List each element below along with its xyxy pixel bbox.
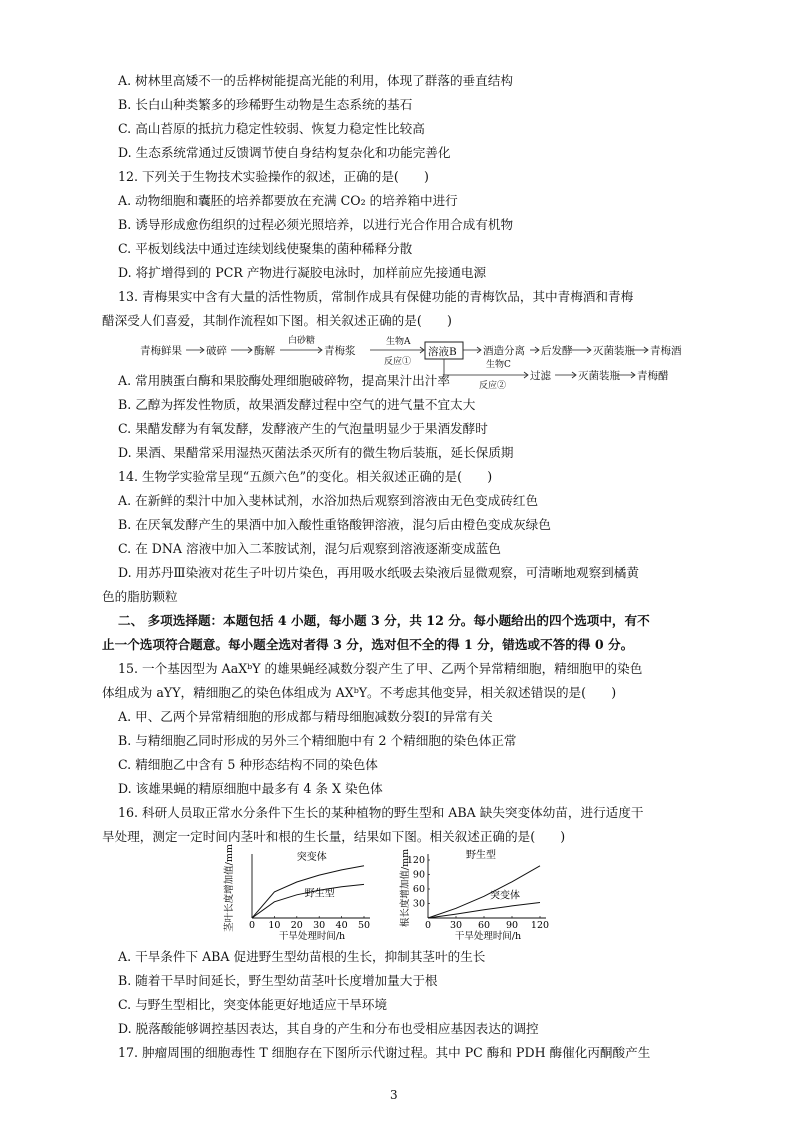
q13-option-b: B. 乙醇为挥发性物质，故果酒发酵过程中空气的进气量不宜太大 xyxy=(118,397,476,412)
chart1-x-tick-label: 40 xyxy=(335,920,348,931)
chart2-y-tick-label: 60 xyxy=(412,884,425,895)
chart1-x-tick-label: 50 xyxy=(357,920,371,931)
q11-option-b: B. 长白山种类繁多的珍稀野生动物是生态系统的基石 xyxy=(118,97,413,112)
section2-heading: 二、 多项选择题：本题包括 4 小题，每小题 3 分，共 12 分。每小题给出的四个选项中，有不 xyxy=(118,613,650,628)
chart1-x-tick-label: 30 xyxy=(313,920,326,931)
chart2-xlabel: 干旱处理时间/h xyxy=(454,931,522,942)
chart1-series-label-0: 突变体 xyxy=(296,851,327,863)
q11-option-d: D. 生态系统常通过反馈调节使自身结构复杂化和功能完善化 xyxy=(118,145,451,160)
flow-label-reaction2: 反应② xyxy=(479,381,507,391)
flow-node-post-ferment: 后发酵 xyxy=(541,345,573,357)
q13-stem-line1: 13. 青梅果实中含有大量的活性物质，常制作成具有保健功能的青梅饮品，其中青梅酒和青梅 xyxy=(118,289,634,304)
chart2-y-tick-label: 30 xyxy=(412,898,425,910)
flow-label-reaction1: 反应① xyxy=(384,357,412,367)
chart1-x-tick-label: 10 xyxy=(268,920,281,931)
q12-option-a: A. 动物细胞和囊胚的培养都要放在充满 CO₂ 的培养箱中进行 xyxy=(118,193,458,208)
q16-option-b: B. 随着干旱时间延长，野生型幼苗茎叶长度增加量大于根 xyxy=(118,973,438,988)
q14-option-d-cont: 色的脂肪颗粒 xyxy=(102,589,178,604)
q15-option-a: A. 甲、乙两个异常精细胞的形成都与精母细胞减数分裂Ⅰ的异常有关 xyxy=(118,709,493,724)
q16-option-a: A. 干旱条件下 ABA 促进野生型幼苗根的生长，抑制其茎叶的生长 xyxy=(118,949,486,964)
flow-label-organism-c: 生物C xyxy=(486,360,511,370)
q12-stem: 12. 下列关于生物技术实验操作的叙述，正确的是( ) xyxy=(118,169,429,184)
chart2-ylabel: 根长度增加值/mm xyxy=(400,848,411,928)
flow-node-vinegar: 青梅醋 xyxy=(637,370,669,382)
q15-option-d: D. 该雄果蝇的精原细胞中最多有 4 条 X 染色体 xyxy=(118,781,383,796)
q15-stem-cont: 体组成为 aYY，精细胞乙的染色体组成为 AXᵇY。不考虑其他变异，相关叙述错误的是( ) xyxy=(102,685,617,700)
flow-label-sugar: 白砂糖 xyxy=(288,336,316,346)
chart2-x-tick-label: 120 xyxy=(530,920,550,931)
chart1-ylabel: 茎叶长度增加值/mm xyxy=(224,844,235,932)
q13-stem-line2: 醋深受人们喜爱，其制作流程如下图。相关叙述正确的是( ) xyxy=(102,313,452,328)
flow-label-organism-a: 生物A xyxy=(386,337,411,347)
chart-root xyxy=(398,850,563,945)
flow-node-enzyme: 酶解 xyxy=(254,345,275,357)
chart2-y-tick-label: 90 xyxy=(412,869,425,881)
chart2-series-line-1 xyxy=(428,903,540,919)
q14-option-a: A. 在新鲜的梨汁中加入斐林试剂，水浴加热后观察到溶液由无色变成砖红色 xyxy=(118,493,539,508)
chart1-series-label-1: 野生型 xyxy=(304,888,335,900)
q16-option-d: D. 脱落酸能够调控基因表达，其自身的产生和分布也受相应基因表达的调控 xyxy=(118,1021,539,1036)
chart2-y-tick-label: 120 xyxy=(406,855,425,866)
q11-option-a: A. 树林里高矮不一的岳桦树能提高光能的利用，体现了群落的垂直结构 xyxy=(118,73,513,88)
chart2-x-tick-label: 30 xyxy=(449,920,463,931)
chart1-xlabel: 干旱处理时间/h xyxy=(278,931,346,942)
q13-option-c: C. 果醋发酵为有氧发酵，发酵液产生的气泡量明显少于果酒发酵时 xyxy=(118,421,488,436)
q16-stem-cont: 旱处理，测定一定时间内茎叶和根的生长量，结果如下图。相关叙述正确的是( ) xyxy=(102,829,566,844)
q12-option-c: C. 平板划线法中通过连续划线使聚集的菌种稀释分散 xyxy=(118,241,413,256)
q15-option-c: C. 精细胞乙中含有 5 种形态结构不同的染色体 xyxy=(118,757,378,772)
q14-stem: 14. 生物学实验常呈现“五颜六色”的变化。相关叙述正确的是( ) xyxy=(118,469,493,484)
chart2-series-label-1: 突变体 xyxy=(490,890,520,902)
chart2-series-label-0: 野生型 xyxy=(466,849,496,861)
flow-node-wine: 青梅酒 xyxy=(650,345,682,357)
flow-node-crush: 破碎 xyxy=(206,345,227,357)
q14-option-c: C. 在 DNA 溶液中加入二苯胺试剂，混匀后观察到溶液逐渐变成蓝色 xyxy=(118,541,501,556)
chart-stem-leaf xyxy=(222,844,387,945)
q17-stem: 17. 肿瘤周围的细胞毒性 T 细胞存在下图所示代谢过程。其中 PC 酶和 PDH 酶催化丙酮酸产生 xyxy=(118,1045,651,1060)
flow-node-fresh-fruit: 青梅鲜果 xyxy=(140,345,182,357)
q12-option-b: B. 诱导形成愈伤组织的过程必须光照培养，以进行光合作用合成有机物 xyxy=(118,217,514,232)
flow-node-filter: 过滤 xyxy=(530,370,551,382)
chart2-x-tick-label: 60 xyxy=(477,920,491,931)
q15-stem: 15. 一个基因型为 AaXᵇY 的雄果蝇经减数分裂产生了甲、乙两个异常精细胞，精细胞甲的染色 xyxy=(118,661,643,676)
chart1-x-tick-label: 0 xyxy=(248,920,256,931)
chart2-x-tick-label: 90 xyxy=(505,920,519,931)
q11-option-c: C. 高山苔原的抵抗力稳定性较弱、恢复力稳定性比较高 xyxy=(118,121,425,136)
q13-option-a: A. 常用胰蛋白酶和果胶酶处理细胞破碎物，提高果汁出汁率 xyxy=(118,373,450,388)
flow-node-separate: 酒造分离 xyxy=(483,345,525,357)
q12-option-d: D. 将扩增得到的 PCR 产物进行凝胶电泳时，加样前应先接通电源 xyxy=(118,265,487,280)
flow-node-sterilize1: 灭菌装瓶 xyxy=(593,345,635,357)
page-number: 3 xyxy=(390,1088,398,1102)
q14-option-b: B. 在厌氧发酵产生的果酒中加入酸性重铬酸钾溶液，混匀后由橙色变成灰绿色 xyxy=(118,517,551,532)
q16-stem: 16. 科研人员取正常水分条件下生长的某种植物的野生型和 ABA 缺失突变体幼苗，进行适度干 xyxy=(118,805,644,820)
chart2-x-tick-label: 0 xyxy=(424,920,432,931)
flow-node-solution-b: 溶液B xyxy=(428,346,457,358)
section2-heading-cont: 止一个选项符合题意。每小题全选对者得 3 分，选对但不全的得 1 分，错选或不答的得 0 分。 xyxy=(102,637,634,652)
q14-option-d: D. 用苏丹Ⅲ染液对花生子叶切片染色，再用吸水纸吸去染液后显微观察，可清晰地观察到橘黄 xyxy=(118,565,639,580)
chart1-x-tick-label: 20 xyxy=(290,920,303,931)
flow-node-pulp: 青梅浆 xyxy=(324,345,356,357)
flow-node-sterilize2: 灭菌装瓶 xyxy=(578,370,620,382)
q15-option-b: B. 与精细胞乙同时形成的另外三个精细胞中有 2 个精细胞的染色体正常 xyxy=(118,733,517,748)
q13-option-d: D. 果酒、果醋常采用湿热灭菌法杀灭所有的微生物后装瓶，延长保质期 xyxy=(118,445,514,460)
q16-option-c: C. 与野生型相比，突变体能更好地适应干旱环境 xyxy=(118,997,388,1012)
